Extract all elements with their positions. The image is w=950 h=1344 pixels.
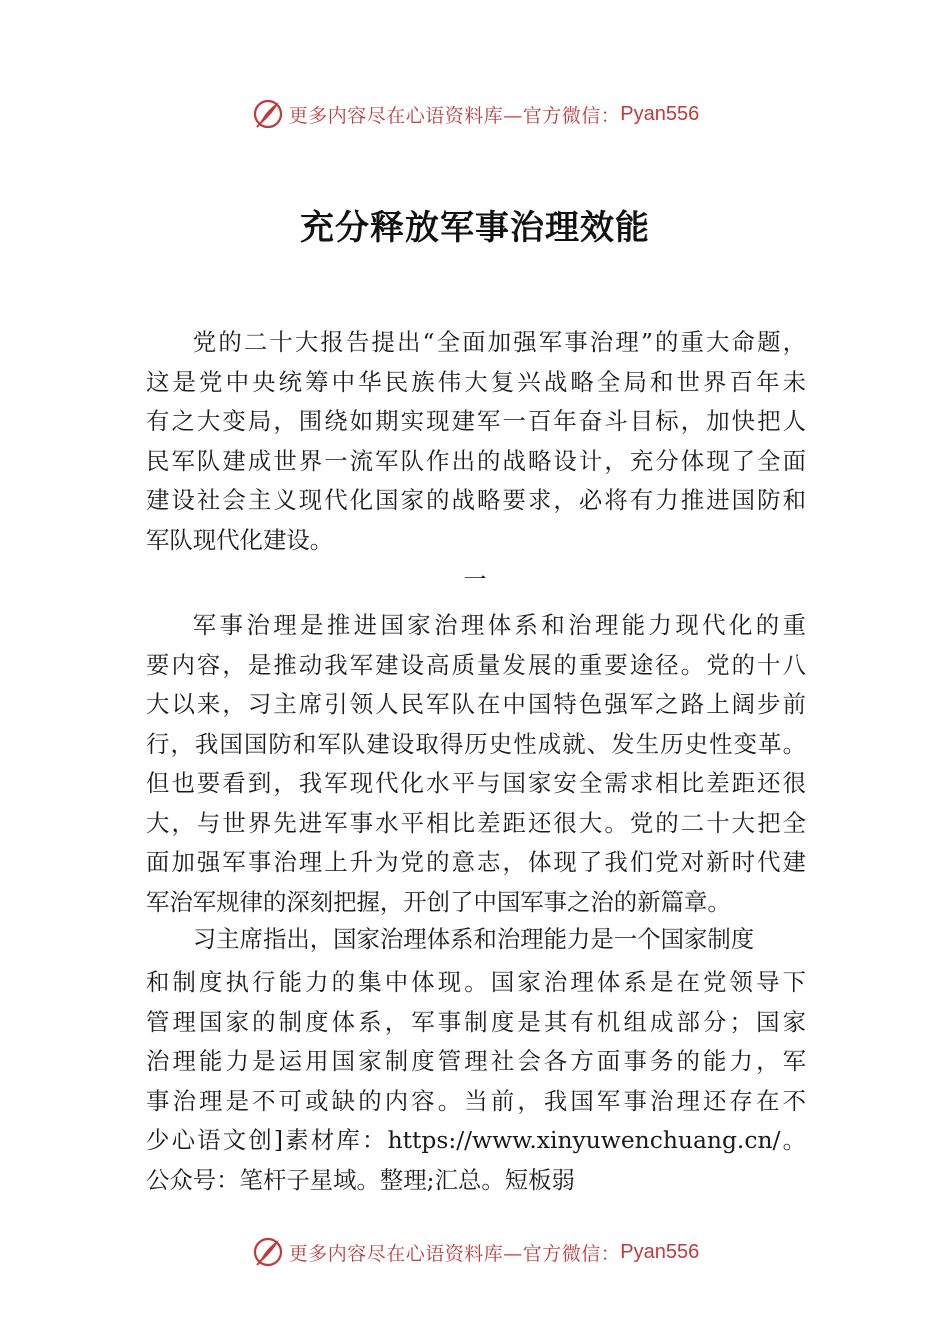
text-line: 面加强军事治理上升为党的意志，体现了我们党对新时代建	[146, 848, 806, 876]
text-line: 管理国家的制度体系，军事制度是其有机组成部分；国家	[146, 1007, 806, 1036]
banner-text: 更多内容尽在心语资料库—官方微信：	[288, 104, 621, 127]
text-line: 公众号：笔杆子星域。整理;汇总。短板弱	[146, 1165, 575, 1194]
quill-logo-icon	[251, 1235, 285, 1269]
text-line: 军队现代化建设。	[146, 525, 334, 554]
paragraph-2	[146, 606, 806, 922]
text-line: 和制度执行能力的集中体现。国家治理体系是在党领导下	[146, 968, 806, 996]
banner-wechat-id: Pyan556	[620, 1240, 700, 1263]
text-line: 有之大变局，围绕如期实现建军一百年奋斗目标，加快把人	[146, 407, 806, 435]
text-line: 行，我国国防和军队建设取得历史性成就、发生历史性变革。	[146, 729, 806, 758]
paragraph-4	[146, 963, 806, 1200]
text-line: 军事治理是推进国家治理体系和治理能力现代化的重	[192, 611, 806, 639]
text-line: 民军队建成世界一流军队作出的战略设计，充分体现了全面	[146, 446, 806, 475]
banner-wechat-id: Pyan556	[620, 102, 700, 125]
text-line: 事治理是不可或缺的内容。当前，我国军事治理还存在不	[146, 1086, 806, 1115]
text-line: 但也要看到，我军现代化水平与国家安全需求相比差距还很	[146, 769, 806, 797]
text-line: 大以来，习主席引领人民军队在中国特色强军之路上阔步前	[146, 690, 806, 718]
text-line: 治理能力是运用国家制度管理社会各方面事务的能力，军	[146, 1047, 806, 1075]
text-line: 军治军规律的深刻把握，开创了中国军事之治的新篇章。	[146, 887, 731, 916]
document-title: 充分释放军事治理效能	[300, 208, 650, 248]
text-line: 党的二十大报告提出“全面加强军事治理”的重大命题，	[192, 328, 806, 356]
text-line: 习主席指出，国家治理体系和治理能力是一个国家制度	[192, 925, 755, 953]
text-line: 这是党中央统筹中华民族伟大复兴战略全局和世界百年未	[146, 367, 806, 396]
text-line: 要内容，是推动我军建设高质量发展的重要途径。党的十八	[146, 650, 806, 679]
paragraph-1	[146, 323, 806, 560]
text-line: 少心语文创]素材库：https://www.xinyuwenchuang.cn/。	[146, 1126, 806, 1154]
banner-text: 更多内容尽在心语资料库—官方微信：	[288, 1242, 621, 1265]
paragraph-3	[146, 920, 806, 960]
text-line: 大，与世界先进军事水平相比差距还很大。党的二十大把全	[146, 808, 806, 837]
quill-logo-icon	[251, 97, 285, 131]
header-watermark-banner	[0, 94, 950, 134]
section-number: 一	[463, 567, 487, 593]
text-line: 建设社会主义现代化国家的战略要求，必将有力推进国防和	[146, 486, 806, 514]
footer-watermark-banner	[0, 1232, 950, 1272]
